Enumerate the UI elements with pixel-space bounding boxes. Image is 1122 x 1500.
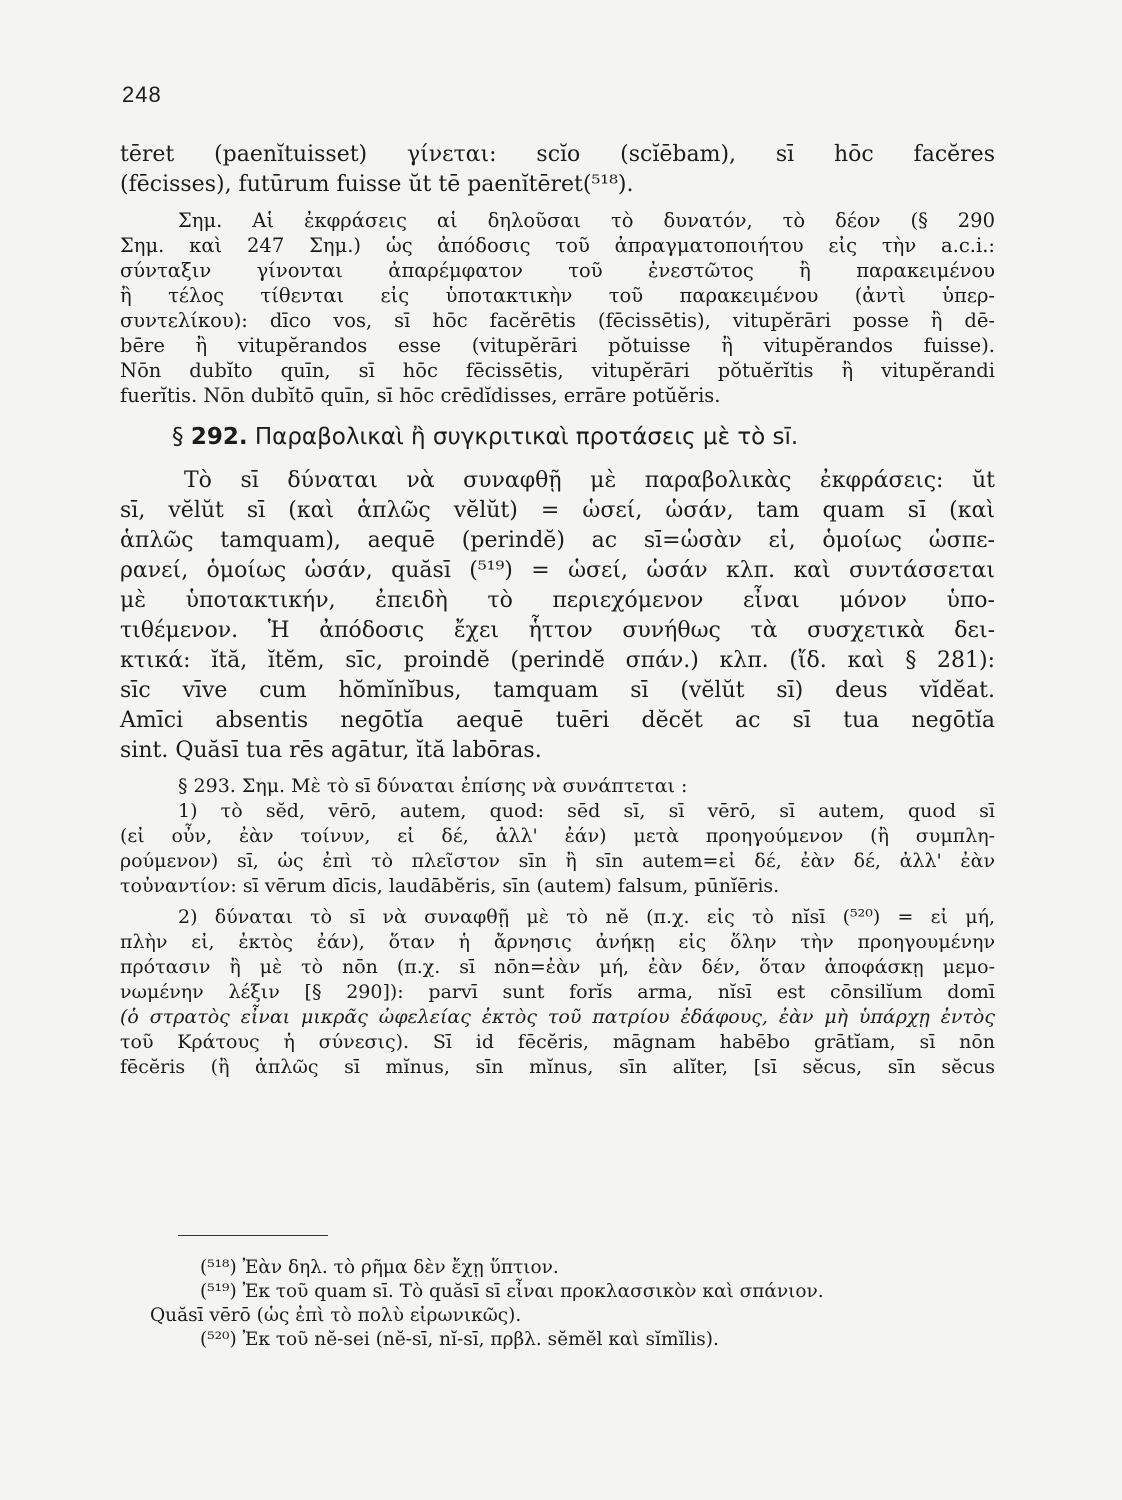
text-line: ρούμενον) sī, ὡς ἐπὶ τὸ πλεῖστον sīn ἢ sīn autem=εἰ δέ, ἐὰν δέ, ἀλλ' ἐὰν bbox=[120, 850, 995, 872]
text-line: ἢ τέλος τίθενται εἰς ὑποτακτικὴν τοῦ παρακειμένου (ἀντὶ ὑπερ- bbox=[120, 284, 995, 307]
text-line: τοῦ Κράτους ἡ σύνεσις). Sī id fēcĕris, māgnam habēbo grātĭam, sī nōn bbox=[120, 1031, 995, 1053]
footnote-text: Ἐὰν δηλ. τὸ ρῆμα δὲν ἔχῃ ὕπτιον. bbox=[242, 1257, 559, 1278]
text-line: Τὸ sī δύναται νὰ συναφθῇ μὲ παραβολικὰς ἐκφράσεις: ŭt bbox=[184, 468, 995, 493]
text-line: fuerĭtis. Nōn dubĭtō quīn, sī hōc crēdĭdisses, errāre potŭĕris. bbox=[120, 384, 721, 407]
section-heading-292 bbox=[120, 422, 995, 452]
text-line: (εἰ οὖν, ἐὰν τοίνυν, εἰ δέ, ἀλλ' ἐάν) μετὰ προηγούμενον (ἢ συμπλη- bbox=[120, 825, 995, 847]
text-line: ρανεί, ὁμοίως ὡσάν, quăsī (⁵¹⁹) = ὡσεί, ὡσάν κλπ. καὶ συντάσσεται bbox=[120, 558, 995, 583]
text-line: νωμένην λέξιν [§ 290]): parvī sunt forĭs arma, nĭsī est cōnsilĭum domī bbox=[120, 981, 995, 1003]
text-line: sī, vĕlŭt sī (καὶ ἁπλῶς vĕlŭt) = ὡσεί, ὡσάν, tam quam sī (καὶ bbox=[120, 498, 995, 523]
footnotes bbox=[150, 1256, 1000, 1352]
text-line: πρότασιν ἢ μὲ τὸ nōn (π.χ. sī nōn=ἐὰν μή, ἐὰν δέν, ὅταν ἀποφάσκῃ μεμο- bbox=[120, 956, 995, 978]
footnote-mark: (⁵²⁰) bbox=[200, 1329, 237, 1350]
text-line: 2) δύναται τὸ sī νὰ συναφθῇ μὲ τὸ nĕ (π.χ. εἰς τὸ nĭsī (⁵²⁰) = εἰ μή, bbox=[178, 906, 995, 928]
footnote-text: Ἐκ τοῦ nĕ-sei (nĕ-sī, nĭ-sī, πρβλ. sĕmĕl καὶ sĭmĭlis). bbox=[242, 1329, 719, 1350]
footnote-text: Quăsī vērō (ὡς ἐπὶ τὸ πολὺ εἰρωνικῶς). bbox=[150, 1305, 522, 1326]
footnote-518 bbox=[200, 1256, 1000, 1280]
text-line: τιθέμενον. Ἡ ἀπόδοσις ἔχει ἧττον συνήθως τὰ συσχετικὰ δει- bbox=[120, 618, 995, 643]
text-line: ἁπλῶς tamquam), aequē (perindĕ) ac sī=ὡσὰν εἰ, ὁμοίως ὡσπε- bbox=[120, 528, 995, 553]
text-line: (fēcisses), futūrum fuisse ŭt tē paenĭtēret(⁵¹⁸). bbox=[120, 172, 634, 197]
text-line: (ὁ στρατὸς εἶναι μικρᾶς ὠφελείας ἐκτὸς τοῦ πατρίου ἐδάφους, ἐὰν μὴ ὑπάρχῃ ἐντὸς bbox=[120, 1006, 995, 1028]
main-paragraph bbox=[120, 466, 995, 766]
text-line: κτικά: ĭtă, ĭtĕm, sīc, proindĕ (perindĕ σπάν.) κλπ. (ἴδ. καὶ § 281): bbox=[120, 648, 995, 673]
section-sign: § bbox=[172, 424, 184, 450]
text-line: τοὐναντίον: sī vērum dīcis, laudābĕris, sīn (autem) falsum, pūnĭēris. bbox=[120, 875, 780, 897]
text-line: Amīci absentis negōtĭa aequē tuēri dĕcĕt ac sī tua negōtĭa bbox=[120, 708, 995, 733]
section-heading-293: § 293. Σημ. Μὲ τὸ sī δύναται ἐπίσης νὰ συνάπτεται : bbox=[178, 775, 688, 797]
item-2 bbox=[120, 905, 995, 1080]
footnote-519 bbox=[200, 1280, 1000, 1304]
intro-paragraph bbox=[120, 140, 995, 200]
text-line: συντελίκου): dīco vos, sī hōc facĕrētis (fēcissētis), vitupĕrāri posse ἢ dē- bbox=[120, 309, 995, 332]
text-line: sīc vīve cum hŏmĭnĭbus, tamquam sī (vĕlŭt sī) deus vĭdĕat. bbox=[120, 678, 995, 703]
footnote-mark: (⁵¹⁹) bbox=[200, 1281, 237, 1302]
text-line: σύνταξιν γίνονται ἀπαρέμφατον τοῦ ἐνεστῶτος ἢ παρακειμένου bbox=[120, 259, 995, 282]
section-number: 292. bbox=[190, 424, 248, 450]
text-line: 1) τὸ sĕd, vērō, autem, quod: sēd sī, sī vērō, sī autem, quod sī bbox=[178, 800, 995, 822]
text-line: πλὴν εἰ, ἐκτὸς ἐάν), ὅταν ἡ ἄρνησις ἀνήκῃ εἰς ὅλην τὴν προηγουμένην bbox=[120, 931, 995, 953]
footnote-519-continued bbox=[150, 1304, 1000, 1328]
footnote-divider bbox=[178, 1235, 328, 1236]
item-1 bbox=[120, 799, 995, 899]
section-title: Παραβολικαὶ ἢ συγκριτικαὶ προτάσεις μὲ τὸ sī. bbox=[254, 424, 799, 450]
text-line: fēcĕris (ἢ ἁπλῶς sī mĭnus, sīn mĭnus, sīn alĭter, [sī sĕcus, sīn sĕcus bbox=[120, 1056, 995, 1078]
text-line: bēre ἢ vitupĕrandos esse (vitupĕrāri pŏtuisse ἢ vitupĕrandos fuisse). bbox=[120, 334, 995, 357]
footnote-text: Ἐκ τοῦ quam sī. Τὸ quăsī sī εἶναι προκλασσικὸν καὶ σπάνιον. bbox=[242, 1281, 824, 1302]
text-line: Σημ. Αἱ ἐκφράσεις αἱ δηλοῦσαι τὸ δυνατόν, τὸ δέον (§ 290 bbox=[178, 209, 995, 232]
text-line: tēret (paenĭtuisset) γίνεται: scĭo (scĭēbam), sī hōc facĕres bbox=[120, 142, 995, 167]
note-paragraph bbox=[120, 208, 995, 408]
page-body bbox=[120, 140, 995, 1080]
text-line: Σημ. καὶ 247 Σημ.) ὡς ἀπόδοσις τοῦ ἀπραγματοποιήτου εἰς τὴν a.c.i.: bbox=[120, 234, 995, 257]
text-line: Nōn dubĭto quīn, sī hōc fēcissētis, vitupĕrāri pŏtuĕrĭtis ἢ vitupĕrandi bbox=[120, 359, 995, 382]
text-line: μὲ ὑποτακτικήν, ἐπειδὴ τὸ περιεχόμενον εἶναι μόνον ὑπο- bbox=[120, 588, 995, 613]
footnote-520 bbox=[200, 1328, 1000, 1352]
section-293 bbox=[120, 774, 995, 1080]
text-line: sint. Quăsī tua rēs agātur, ĭtă labōras. bbox=[120, 738, 542, 763]
footnote-mark: (⁵¹⁸) bbox=[200, 1257, 237, 1278]
page-number: 248 bbox=[122, 82, 162, 107]
